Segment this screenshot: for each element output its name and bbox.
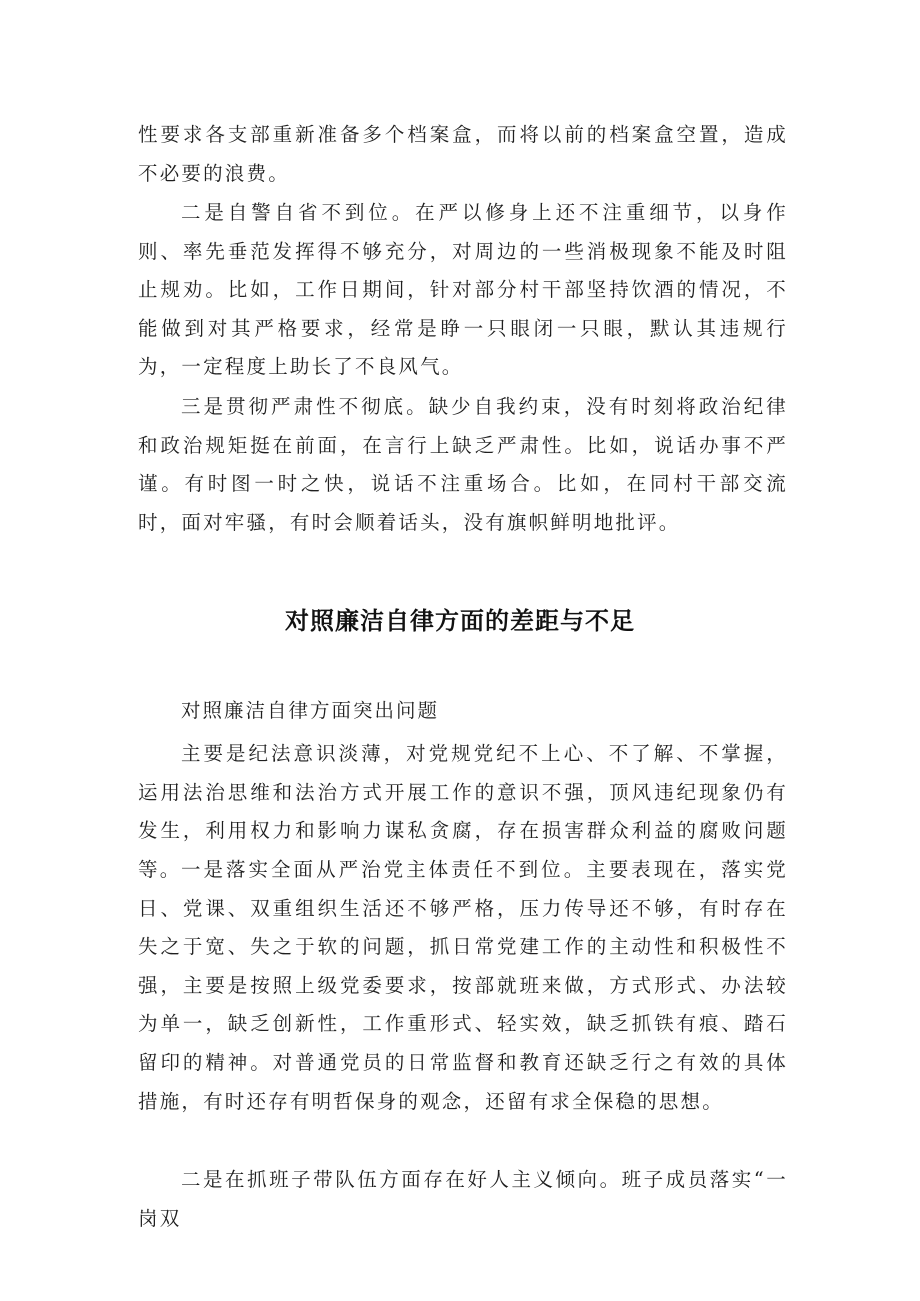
paragraph-responsibility: 一是落实全面从严治党主体责任不到位。主要表现在，落实党日、党课、双重组织生活还不够严格，压力传导还不够，有时存在失之于宽、失之于软的问题，抓日常党建工作的主动性和积极性不强，主要是按照上级党委要求，按部就班来做，方式形式、办法较为单一，缺乏创新性，工作重形式、轻实效，缺乏抓铁有痕、踏石留印的精神。对普通党员的日常监督和教育还缺乏行之有效的具体措施，有时还存有明哲保身的观念，还留有求全保稳的思想。 xyxy=(138,858,788,1113)
paragraph-self-discipline: 二是自警自省不到位。在严以修身上还不注重细节，以身作则、率先垂范发挥得不够充分，对周边的一些消极现象不能及时阻止规劝。比如，工作日期间，针对部分村干部坚持饮酒的情况，不能做到对其严格要求，经常是睁一只眼闭一只眼，默认其违规行为，一定程度上助长了不良风气。 xyxy=(138,201,788,379)
paragraph-seriousness: 三是贯彻严肃性不彻底。缺少自我约束，没有时刻将政治纪律和政治规矩挺在前面，在言行上缺乏严肃性。比如，说话办事不严谨。有时图一时之快，说话不注重场合。比如，在同村干部交流时，面对牢骚，有时会顺着话头，没有旗帜鲜明地批评。 xyxy=(138,395,788,534)
section-subheading: 对照廉洁自律方面突出问题 xyxy=(181,699,440,722)
paragraph-team-leadership: 二是在抓班子带队伍方面存在好人主义倾向。班子成员落实“一岗双 xyxy=(138,1168,788,1230)
paragraph-summary: 主要是纪法意识淡薄，对党规党纪不上心、不了解、不掌握，运用法治思维和法治方式开展工作的意识不强，顶风违纪现象仍有发生，利用权力和影响力谋私贪腐，存在损害群众利益的腐败问题等。 xyxy=(138,742,788,881)
section-heading: 对照廉洁自律方面的差距与不足 xyxy=(285,607,635,635)
paragraph-continuation: 性要求各支部重新准备多个档案盒，而将以前的档案盒空置，造成不必要的浪费。 xyxy=(138,123,788,185)
